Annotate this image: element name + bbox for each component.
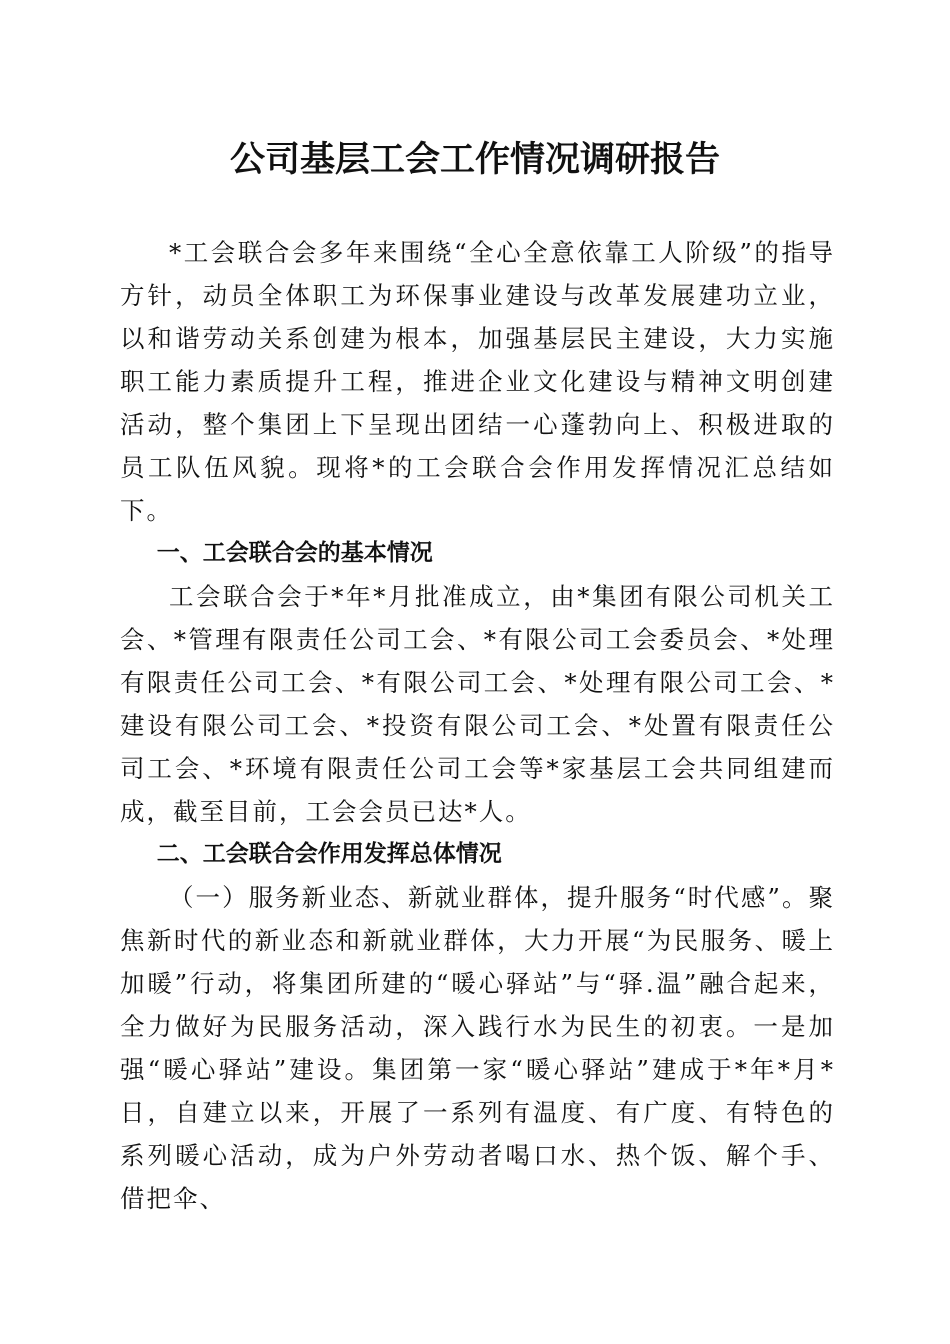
section-1-paragraph: 工会联合会于*年*月批准成立，由*集团有限公司机关工会、*管理有限责任公司工会、*有限公司工会委员会、*处理有限责任公司工会、*有限公司工会、*处理有限公司工会、*建设有限公司工会、*投资有限公司工会、*处置有限责任公司工会、*环境有限责任公司工会等*家基层工会共同组建而成，截至目前，工会会员已达*人。	[120, 582, 835, 826]
section-2-paragraph: （一）服务新业态、新就业群体，提升服务“时代感”。聚焦新时代的新业态和新就业群体，大力开展“为民服务、暖上加暖”行动，将集团所建的“暖心驿站”与“驿.温”融合起来，全力做好为民服务活动，深入践行水为民生的初衷。一是加强“暖心驿站”建设。集团第一家“暖心驿站”建成于*年*月*日，自建立以来，开展了一系列有温度、有广度、有特色的系列暖心活动，成为户外劳动者喝口水、热个饭、解个手、借把伞、	[120, 883, 835, 1213]
section-1-heading: 一、工会联合会的基本情况	[156, 540, 433, 566]
intro-paragraph: *工会联合会多年来围绕“全心全意依靠工人阶级”的指导方针，动员全体职工为环保事业建设与改革发展建功立业，以和谐劳动关系创建为根本，加强基层民主建设，大力实施职工能力素质提升工程，推进企业文化建设与精神文明创建活动，整个集团上下呈现出团结一心蓬勃向上、积极进取的员工队伍风貌。现将*的工会联合会作用发挥情况汇总结如下。	[120, 238, 835, 525]
document-title: 公司基层工会工作情况调研报告	[229, 139, 720, 180]
section-2-heading: 二、工会联合会作用发挥总体情况	[156, 841, 502, 867]
document-body	[120, 231, 835, 1220]
